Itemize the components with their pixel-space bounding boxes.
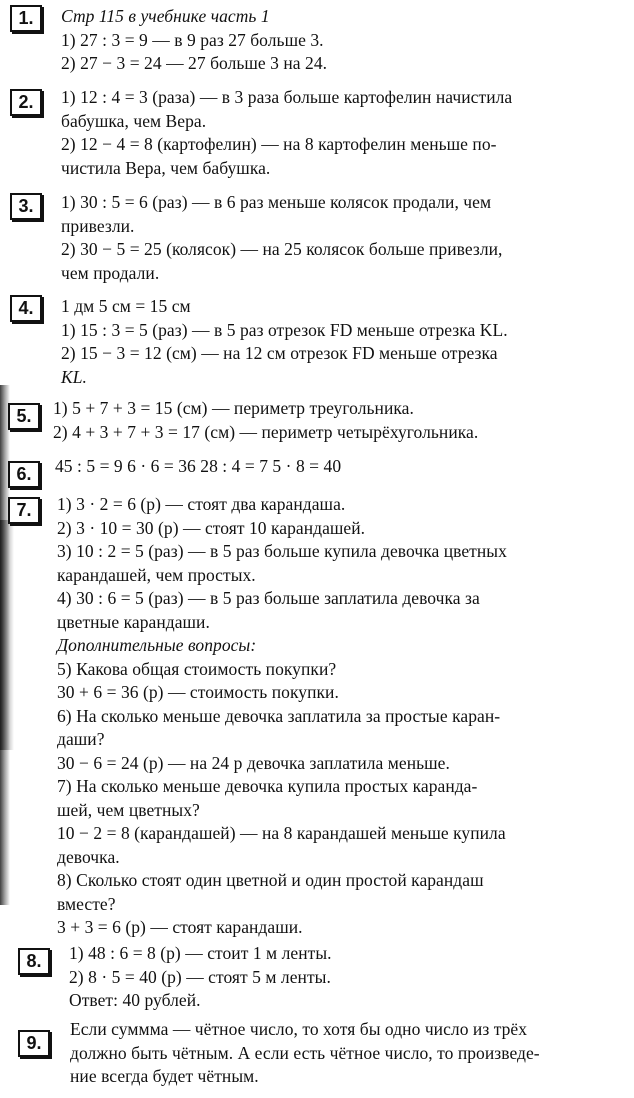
task-line: 1) 48 : 6 = 8 (р) — стоит 1 м ленты. [69, 943, 332, 963]
task-text [61, 5, 631, 76]
task-line: 3 + 3 = 6 (р) — стоят карандаши. [57, 917, 303, 937]
task-line: 1) 3 · 2 = 6 (р) — стоят два карандаша. [57, 494, 346, 514]
task-line: чем продали. [61, 262, 160, 283]
task-text [61, 191, 631, 285]
task-number-box: 2. [10, 89, 42, 116]
task-line: 1) 30 : 5 = 6 (раз) — в 6 раз меньше колясок продали, чем [61, 192, 492, 212]
task-line: даши? [57, 729, 105, 749]
task-line: должно быть чётным. А если есть чётное число, то произведе- [70, 1042, 540, 1063]
task-text [70, 1018, 634, 1089]
task-number-box: 9. [18, 1030, 50, 1057]
task-number-box: 8. [18, 948, 50, 975]
task-line: 45 : 5 = 9 6 · 6 = 36 28 : 4 = 7 5 · 8 = 40 [55, 456, 342, 476]
task-line: карандашей, чем простых. [57, 564, 256, 585]
task-line: 1) 27 : 3 = 9 — в 9 раз 27 больше 3. [61, 29, 324, 50]
task-line: 2) 30 − 5 = 25 (колясок) — на 25 колясок больше привезли, [61, 239, 503, 259]
task-line: 10 − 2 = 8 (карандашей) — на 8 карандашей меньше купила [57, 823, 506, 843]
task-line: вместе? [57, 893, 116, 914]
task-number-box: 3. [10, 193, 42, 220]
task-line: привезли. [61, 215, 135, 236]
task-text [57, 493, 627, 940]
task-text [53, 397, 623, 444]
task-line: 7) На сколько меньше девочка купила простых каранда- [57, 776, 478, 796]
task-line: бабушка, чем Вера. [61, 110, 207, 131]
task-number-box: 5. [8, 403, 40, 430]
task-text [69, 942, 634, 1013]
task-line: 4) 30 : 6 = 5 (раз) — в 5 раз больше заплатила девочка за [57, 588, 480, 608]
task-line: 2) 8 · 5 = 40 (р) — стоят 5 м ленты. [69, 966, 331, 987]
task-number-box: 6. [8, 461, 40, 488]
task-line: девочка. [57, 846, 120, 867]
task-line: 1) 5 + 7 + 3 = 15 (см) — периметр треугольника. [53, 398, 414, 418]
task-line: 2) 15 − 3 = 12 (см) — на 12 см отрезок FD меньше отрезка [61, 343, 498, 363]
task-number-box: 7. [8, 497, 40, 524]
task-line: Если суммма — чётное число, то хотя бы одно число из трёх [70, 1019, 528, 1039]
task-text [61, 295, 631, 389]
task-line: цветные карандаши. [57, 611, 210, 632]
task-line: KL. [61, 366, 87, 387]
task-text [61, 86, 631, 180]
task-number-box: 1. [10, 5, 42, 32]
page-edge-shadow-inner [0, 520, 14, 750]
task-line: 30 − 6 = 24 (р) — на 24 р девочка заплатила меньше. [57, 752, 450, 773]
task-line: 8) Сколько стоят один цветной и один простой карандаш [57, 870, 484, 890]
task-line: 2) 27 − 3 = 24 — 27 больше 3 на 24. [61, 53, 328, 73]
task-line: 5) Какова общая стоимость покупки? [57, 658, 337, 679]
task-line: чистила Вера, чем бабушка. [61, 157, 271, 178]
task-line: 2) 3 · 10 = 30 (р) — стоят 10 карандашей. [57, 517, 366, 538]
additional-questions-heading: Дополнительные вопросы: [57, 635, 257, 655]
task-line: ние всегда будет чётным. [70, 1066, 259, 1086]
task-line: 6) На сколько меньше девочка заплатила за простые каран- [57, 705, 501, 726]
task-line: 1) 12 : 4 = 3 (раза) — в 3 раза больше картофелин начистила [61, 87, 513, 107]
answer-line: Ответ: 40 рублей. [69, 990, 201, 1010]
task-line: шей, чем цветных? [57, 799, 200, 820]
task-line: 1) 15 : 3 = 5 (раз) — в 5 раз отрезок FD меньше отрезка KL. [61, 319, 508, 340]
task-line: 2) 12 − 4 = 8 (картофелин) — на 8 картофелин меньше по- [61, 134, 497, 154]
task-line: 30 + 6 = 36 (р) — стоимость покупки. [57, 682, 339, 702]
task-line: 2) 4 + 3 + 7 + 3 = 17 (см) — периметр четырёхугольника. [53, 421, 479, 442]
task-line: 1 дм 5 см = 15 см [61, 296, 191, 316]
textbook-reference: Стр 115 в учебнике часть 1 [61, 6, 270, 26]
task-text [55, 455, 625, 479]
task-number-box: 4. [10, 295, 42, 322]
task-line: 3) 10 : 2 = 5 (раз) — в 5 раз больше купила девочка цветных [57, 541, 507, 561]
